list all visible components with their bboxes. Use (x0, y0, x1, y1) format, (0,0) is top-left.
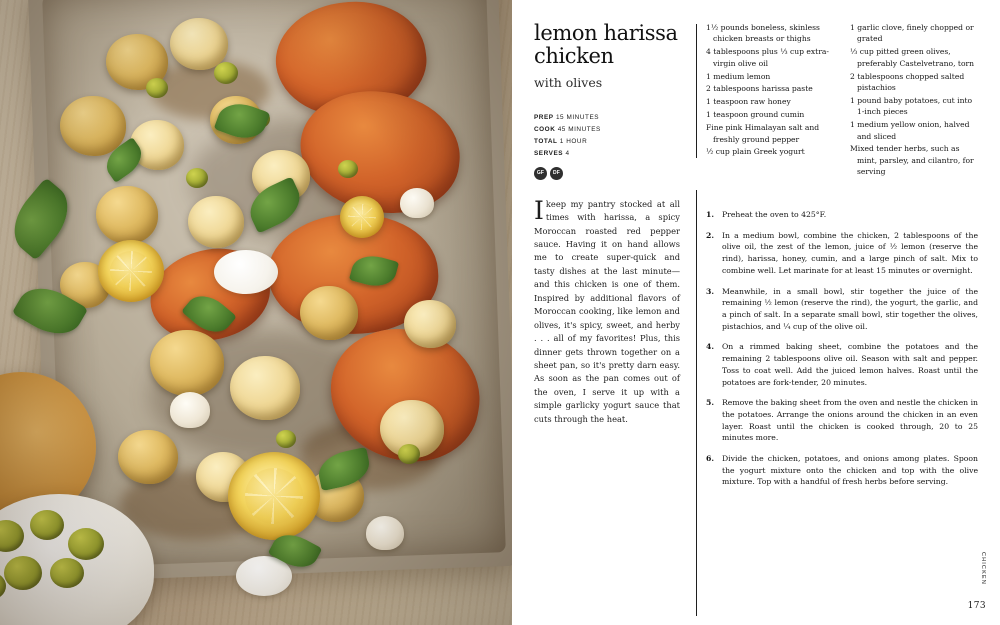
ingredient-item: ⅓ cup pitted green olives, preferably Castelvetrano, torn (850, 47, 975, 68)
roasted-potato (188, 196, 244, 248)
recipe-headnote: Ikeep my pantry stocked at all times with harissa, a spicy Moroccan roasted red pepper sauce. Having it on hand allows me to create super-quick and tasty dishes at the last minute—and this chicken is one of them. Inspired by additional flavors of Moroccan cooking, like lemon and olives, it's spicy, sweet, and herby . . . all of my favorites! Plus, this dinner gets thrown together on a sheet pan, so it's pretty darn easy. As soon as the pan comes out of the oven, I serve it up with a simple garlicky yogurt sauce that cuts through the heat. (534, 195, 680, 424)
step-text: Preheat the oven to 425°F. (722, 210, 827, 220)
garlic-clove (366, 516, 404, 550)
step-text: In a medium bowl, combine the chicken, 2 tablespoons of the olive oil, the zest of the lemon, juice of ½ lemon (reserve the rind), harissa, honey, cumin, and a large pinch of salt. Mix to combine well. Let marinate for at least 15 minutes or overnight. (722, 230, 978, 275)
garlic-clove (400, 188, 434, 218)
chapter-tab: CHICKEN (980, 552, 986, 585)
dietary-badges (534, 167, 680, 180)
page-number: 173 (967, 601, 986, 611)
ingredient-item: 1 medium lemon (706, 71, 771, 81)
step-text: On a rimmed baking sheet, combine the potatoes and the remaining 2 tablespoons olive oil. Season with salt and pepper. Toss to coat well. Add the juiced lemon halves. Roast until the potatoes are fork-tender, 20 minutes. (722, 342, 978, 387)
meta-total-value: 1 HOUR (559, 138, 588, 146)
ingredients-column-2 (850, 22, 978, 179)
ingredient-item: Fine pink Himalayan salt and freshly ground pepper (706, 123, 820, 144)
instruction-step (706, 286, 978, 333)
instruction-step (706, 209, 978, 221)
badge-dairy-free-icon: DF (550, 167, 563, 180)
roasted-potato (170, 18, 228, 70)
green-olive (186, 168, 208, 188)
green-olive (398, 444, 420, 464)
step-number: 3. (706, 286, 715, 296)
step-number: 4. (706, 342, 715, 352)
ingredient-item: 1 teaspoon raw honey (706, 97, 791, 107)
badge-gluten-free-icon: GF (534, 167, 547, 180)
charred-lemon-half (228, 452, 320, 540)
ingredient-item: Mixed tender herbs, such as mint, parsley, and cilantro, for serving (850, 144, 974, 177)
ingredients-section (706, 22, 978, 187)
recipe-title: lemon harissa chicken (534, 21, 678, 68)
green-olive (50, 558, 84, 588)
ingredient-item: 1½ pounds boneless, skinless chicken breasts or thighs (706, 23, 820, 44)
charred-lemon-half (340, 196, 384, 238)
ingredient-item: ½ cup plain Greek yogurt (706, 147, 805, 157)
column-rule-top (696, 24, 697, 158)
green-olive (4, 556, 42, 590)
instruction-step (706, 341, 978, 388)
roasted-potato (150, 330, 224, 396)
ingredient-item: 2 tablespoons chopped salted pistachios (850, 71, 965, 92)
meta-serves-value: 4 (565, 149, 570, 157)
green-olive (68, 528, 104, 560)
step-number: 6. (706, 454, 715, 464)
instruction-step (706, 453, 978, 488)
ingredient-item: 1 teaspoon ground cumin (706, 110, 805, 120)
instruction-step (706, 230, 978, 277)
recipe-subtitle: with olives (534, 75, 603, 91)
recipe-meta (534, 112, 680, 159)
green-olive (30, 510, 64, 540)
recipe-content-column (706, 22, 978, 603)
green-olive (338, 160, 358, 178)
ingredient-item: 4 tablespoons plus ⅓ cup extra-virgin olive oil (706, 47, 829, 68)
step-number: 5. (706, 398, 715, 408)
column-rule-bottom (696, 190, 697, 616)
green-olive (276, 430, 296, 448)
roasted-potato (96, 186, 158, 244)
meta-cook-value: 45 MINUTES (557, 126, 601, 134)
green-olive (146, 78, 168, 98)
charred-lemon-half (98, 240, 164, 302)
meta-total (534, 136, 680, 148)
step-number: 2. (706, 230, 715, 240)
meta-prep-value: 15 MINUTES (555, 114, 600, 122)
recipe-intro-column (534, 22, 680, 434)
ingredient-item: 1 garlic clove, finely chopped or grated (850, 23, 974, 44)
meta-serves-label: SERVES (534, 149, 564, 157)
meta-prep (534, 112, 680, 124)
recipe-page (512, 0, 1000, 625)
roasted-potato (230, 356, 300, 420)
meta-total-label: TOTAL (534, 138, 558, 146)
step-text: Divide the chicken, potatoes, and onions among plates. Spoon the yogurt mixture onto the chicken and top with the olive mixture. Top with a handful of fresh herbs before serving. (722, 454, 978, 487)
ingredient-item: 1 medium yellow onion, halved and sliced (850, 120, 970, 141)
garlic-clove (170, 392, 210, 428)
meta-cook (534, 124, 680, 136)
roasted-potato (404, 300, 456, 348)
ingredients-column-1 (706, 22, 834, 179)
roasted-potato (118, 430, 178, 484)
meta-cook-label: COOK (534, 126, 556, 134)
yogurt-dollop (214, 250, 278, 294)
meta-serves (534, 148, 680, 160)
step-number: 1. (706, 210, 715, 220)
ingredient-item: 1 pound baby potatoes, cut into 1-inch pieces (850, 95, 973, 117)
roasted-potato (300, 286, 358, 340)
green-olive (0, 520, 24, 552)
green-olive (214, 62, 238, 84)
meta-prep-label: PREP (534, 114, 554, 122)
step-text: Meanwhile, in a small bowl, stir together the juice of the remaining ½ lemon (reserve the rind), the yogurt, the garlic, and a pinch of salt. In a separate small bowl, stir together the olives, pistachios, and ¼ cup of the olive oil. (722, 286, 978, 331)
instructions-list (706, 209, 978, 488)
instruction-step (706, 397, 978, 444)
step-text: Remove the baking sheet from the oven and nestle the chicken in the potatoes. Arrange the onions around the chicken in an even layer. Roast until the chicken is cooked through, 20 to 25 minutes more. (722, 398, 978, 443)
ingredient-item: 2 tablespoons harissa paste (706, 84, 813, 94)
